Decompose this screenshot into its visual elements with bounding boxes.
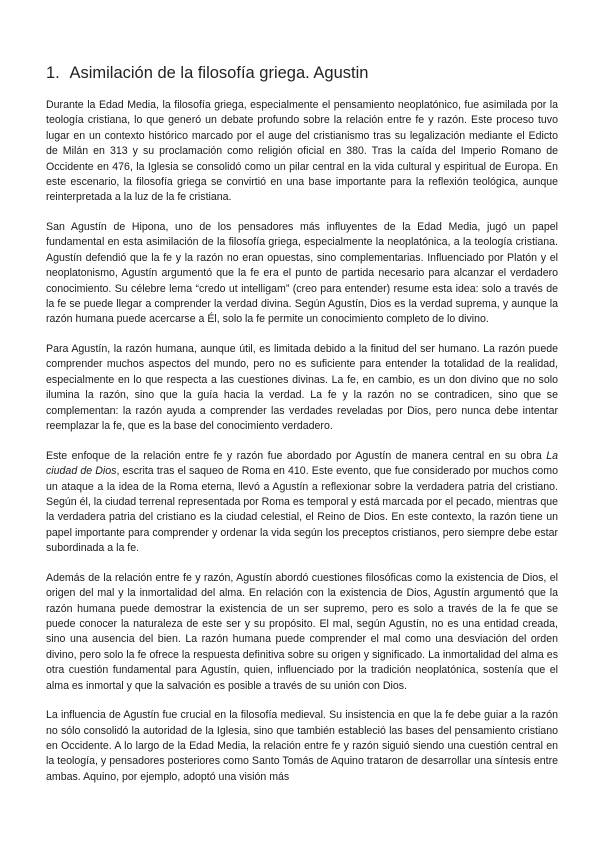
paragraph-5: Además de la relación entre fe y razón, Agustín abordó cuestiones filosóficas como la existencia de Dios, el origen del mal y la inmortalidad del alma. En relación con la existencia de Dios, Agustín argumentó que la razón humana puede demostrar la existencia de un ser supremo, pero es solo a través de la fe que se puede conocer la naturaleza de este ser y su propósito. El mal, según Agustín, no es una entidad creada, sino una ausencia del bien. La razón humana puede comprender el mal como una desviación del orden divino, pero solo la fe ofrece la respuesta definitiva sobre su origen y significado. La inmortalidad del alma es otra cuestión fundamental para Agustín, quien, influenciado por la tradición neoplatónica, sostenía que el alma es inmortal y que la salvación es posible a través de su unión con Dios. bbox=[46, 571, 558, 692]
paragraph-6: La influencia de Agustín fue crucial en la filosofía medieval. Su insistencia en que la fe debe guiar a la razón no sólo consolidó la autoridad de la Iglesia, sino que también estableció las bases del pensamiento cristiano en Occidente. A lo largo de la Edad Media, la relación entre fe y razón siguió siendo una cuestión central en la teología, y pensadores posteriores como Santo Tomás de Aquino trataron de desarrollar una síntesis entre ambas. Aquino, por ejemplo, adoptó una visión más bbox=[46, 709, 558, 783]
heading-title: Asimilación de la filosofía griega. Agustin bbox=[69, 64, 369, 82]
document-body bbox=[46, 98, 558, 799]
paragraph-1: Durante la Edad Media, la filosofía griega, especialmente el pensamiento neoplatónico, fue asimilada por la teología cristiana, lo que generó un debate profundo sobre la relación entre fe y razón. Este proceso tuvo lugar en un contexto histórico marcado por el auge del cristianismo tras su legalización mediante el Edicto de Milán en 313 y su proclamación como religión oficial en 380. Tras la caída del Imperio Romano de Occidente en 476, la Iglesia se consolidó como un pilar central en la vida cultural y espiritual de Europa. En este escenario, la filosofía griega se convirtió en una base importante para la reflexión teológica, aunque reinterpretada a la luz de la fe cristiana. bbox=[46, 99, 558, 204]
heading-number: 1. bbox=[46, 64, 60, 82]
paragraph-4-end: , escrita tras el saqueo de Roma en 410. Este evento, que fue considerado por muchos como un ataque a la idea de la Roma eterna, llevó a Agustín a reflexionar sobre la verdadera patria del cristiano. Según él, la ciudad terrenal representada por Roma es temporal y está marcada por el pecado, mientras que la verdadera patria del cristiano es la ciudad celestial, el Reino de Dios. En este contexto, la razón tiene un papel importante para comprender y ordenar la vida según los preceptos cristianos, pero siempre debe estar subordinada a la fe. bbox=[46, 465, 558, 555]
paragraph-2: San Agustín de Hipona, uno de los pensadores más influyentes de la Edad Media, jugó un papel fundamental en esta asimilación de la filosofía griega, especialmente la neoplatónica, a la teología cristiana. Agustín defendió que la fe y la razón no eran opuestas, sino complementarias. Influenciado por Platón y el neoplatonismo, Agustín argumentó que la fe era el punto de partida necesario para alcanzar el verdadero conocimiento. Su célebre lema “credo ut intelligam” (creo para entender) resume esta idea: solo a través de la fe se puede llegar a comprender la verdad divina. Según Agustín, Dios es la verdad suprema, y aunque la razón humana puede acercarse a Él, solo la fe permite un conocimiento completo de lo divino. bbox=[46, 221, 558, 326]
paragraph-4 bbox=[46, 449, 558, 557]
section-heading bbox=[46, 62, 368, 84]
paragraph-3: Para Agustín, la razón humana, aunque útil, es limitada debido a la finitud del ser humano. La razón puede comprender muchos aspectos del mundo, pero no es suficiente para entender la totalidad de la realidad, especialmente en lo que respecta a las cuestiones divinas. La fe, en cambio, es un don divino que no solo ilumina la razón, sino que la guía hacia la verdad. La fe y la razón no se contradicen, sino que se complementan: la razón ayuda a comprender las verdades reveladas por Dios, pero nunca debe intentar reemplazar la fe, que es la base del conocimiento verdadero. bbox=[46, 343, 558, 433]
paragraph-4-start: Este enfoque de la relación entre fe y razón fue abordado por Agustín de manera central en su obra bbox=[46, 449, 547, 462]
book-title: La ciudad de Dios bbox=[46, 449, 558, 478]
